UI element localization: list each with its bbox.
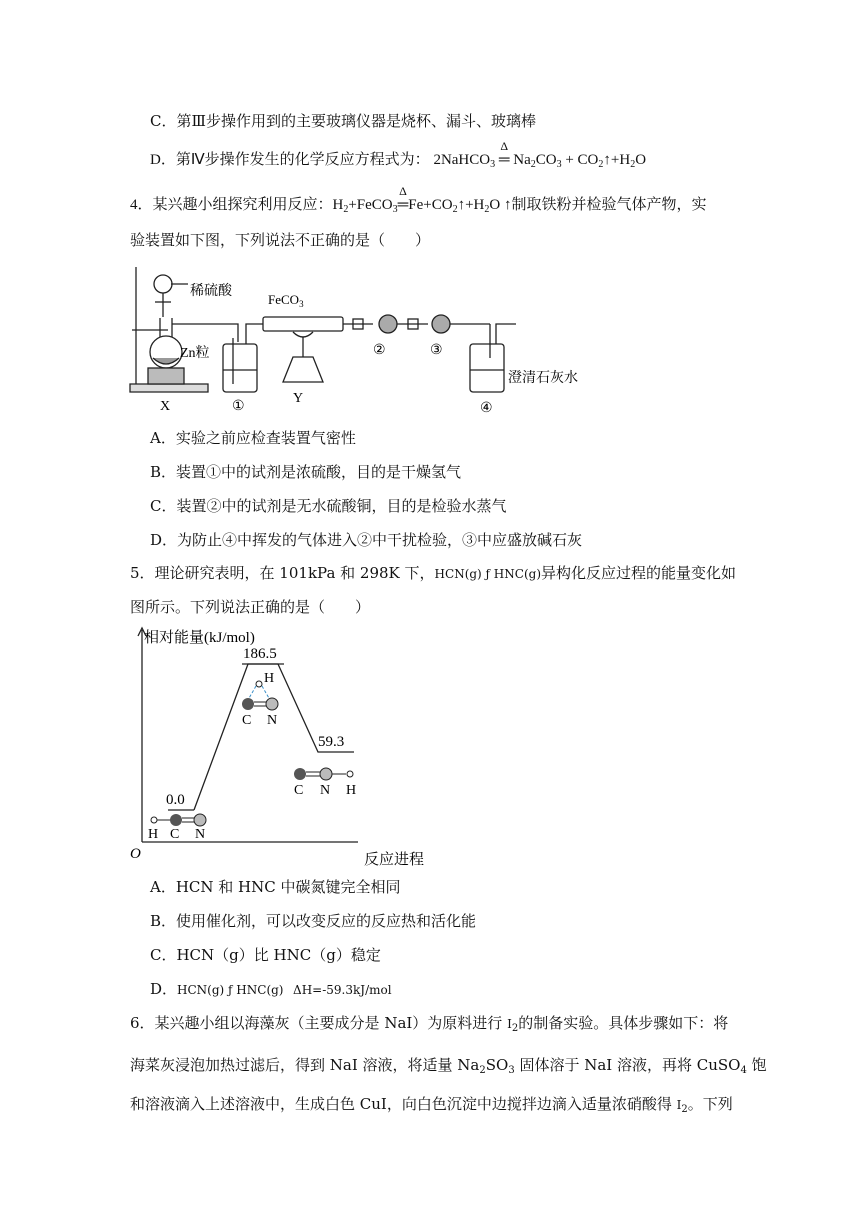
- q4-option-a: A．实验之前应检查装置气密性: [150, 429, 356, 447]
- label-limewater: 澄清石灰水: [508, 371, 578, 386]
- label-4: ④: [480, 401, 493, 416]
- q5-option-a: A．HCN 和 HNC 中碳氮键完全相同: [150, 878, 401, 896]
- x-axis-label: 反应进程: [364, 852, 425, 868]
- bottle-4: [470, 344, 504, 392]
- q4-option-d: D．为防止④中挥发的气体进入②中干扰检验，③中应盛放碱石灰: [150, 531, 583, 549]
- drying-tube-2: [379, 315, 397, 333]
- svg-text:C: C: [242, 713, 252, 728]
- label-feco3: FeCO$_3$: [268, 292, 304, 309]
- q6-line2: 海菜灰浸泡加热过滤后，得到 NaI 溶液，将适量 $Na_2SO_3$ 固体溶于 NaI 溶液，再将 CuSO$_4$ 饱: [130, 1056, 767, 1076]
- q5-stem-line1: 5．理论研究表明，在 101kPa 和 298K 下，HCN(g) ƒ HNC(g)异构化反应过程的能量变化如: [130, 564, 737, 582]
- energy-ts-label: 186.5: [243, 646, 277, 662]
- label-x: X: [160, 399, 171, 414]
- bottle-1: [223, 344, 257, 392]
- heat-arrow: Δ ═: [397, 184, 409, 213]
- svg-text:N: N: [320, 783, 331, 798]
- q4-option-b: B．装置①中的试剂是浓硫酸，目的是干燥氢气: [150, 463, 462, 481]
- stand-base: [130, 384, 208, 392]
- svg-text:H: H: [264, 671, 275, 686]
- q6-line1: 6．某兴趣小组以海藻灰（主要成分是 NaI）为原料进行 $I_2$的制备实验。具体步骤如下：将: [130, 1014, 729, 1034]
- molecule-ts: [242, 671, 278, 728]
- energy-end-label: 59.3: [318, 734, 345, 750]
- energy-diagram: [128, 622, 448, 870]
- label-acid: 稀硫酸: [190, 284, 232, 299]
- q4-option-c: C．装置②中的试剂是无水硫酸铜，目的是检验水蒸气: [150, 497, 507, 515]
- svg-text:H: H: [346, 783, 357, 798]
- svg-text:H: H: [148, 827, 159, 842]
- molecule-start: [148, 814, 206, 842]
- origin-label: O: [130, 846, 141, 862]
- alcohol-lamp: [283, 357, 323, 382]
- q5-option-d: D．HCN(g) ƒ HNC(g) ΔH=-59.3kJ/mol: [150, 980, 392, 998]
- q4-stem-line1: 4．某兴趣小组探究利用反应：$H_2+FeCO_3$ Δ $═Fe+CO_2↑+H_2O$ ↑制取铁粉并检验气体产物，实: [130, 184, 707, 215]
- q3-option-d-prefix: D．第Ⅳ步操作发生的化学反应方程式为：: [150, 152, 430, 168]
- molecule-end: [294, 768, 356, 798]
- svg-text:N: N: [195, 827, 206, 842]
- label-3: ③: [430, 343, 443, 358]
- heating-block: [148, 368, 184, 384]
- q3-option-c: C．第Ⅲ步操作用到的主要玻璃仪器是烧杯、漏斗、玻璃棒: [150, 112, 536, 130]
- label-1: ①: [232, 399, 245, 414]
- q5-option-b: B．使用催化剂，可以改变反应的反应热和活化能: [150, 912, 477, 930]
- apparatus-figure: [128, 262, 578, 422]
- combustion-tube: [263, 317, 343, 331]
- q6-line3: 和溶液滴入上述溶液中，生成白色 CuI，向白色沉淀中边搅拌边滴入适量浓硝酸得 $I_2$。下列: [130, 1095, 733, 1115]
- drying-tube-3: [432, 315, 450, 333]
- q5-stem-line2: 图所示。下列说法正确的是（ ）: [130, 598, 371, 616]
- svg-text:N: N: [267, 713, 278, 728]
- q5-option-c: C．HCN（g）比 HNC（g）稳定: [150, 946, 381, 964]
- label-2: ②: [373, 343, 386, 358]
- q4-stem-line2: 验装置如下图，下列说法不正确的是（ ）: [130, 231, 431, 249]
- heat-arrow: Δ ═: [498, 139, 510, 168]
- svg-text:C: C: [170, 827, 180, 842]
- funnel-bulb: [154, 275, 172, 293]
- label-y: Y: [293, 391, 304, 406]
- q3-option-d: D．第Ⅳ步操作发生的化学反应方程式为： 2NaHCO$_3$ Δ ═ $Na_2CO_3$ + $CO_2↑+H_2O$: [150, 139, 647, 170]
- label-zn: Zn粒: [180, 346, 210, 361]
- svg-text:C: C: [294, 783, 304, 798]
- energy-start-label: 0.0: [166, 792, 185, 808]
- y-axis-label: 相对能量(kJ/mol): [144, 630, 255, 646]
